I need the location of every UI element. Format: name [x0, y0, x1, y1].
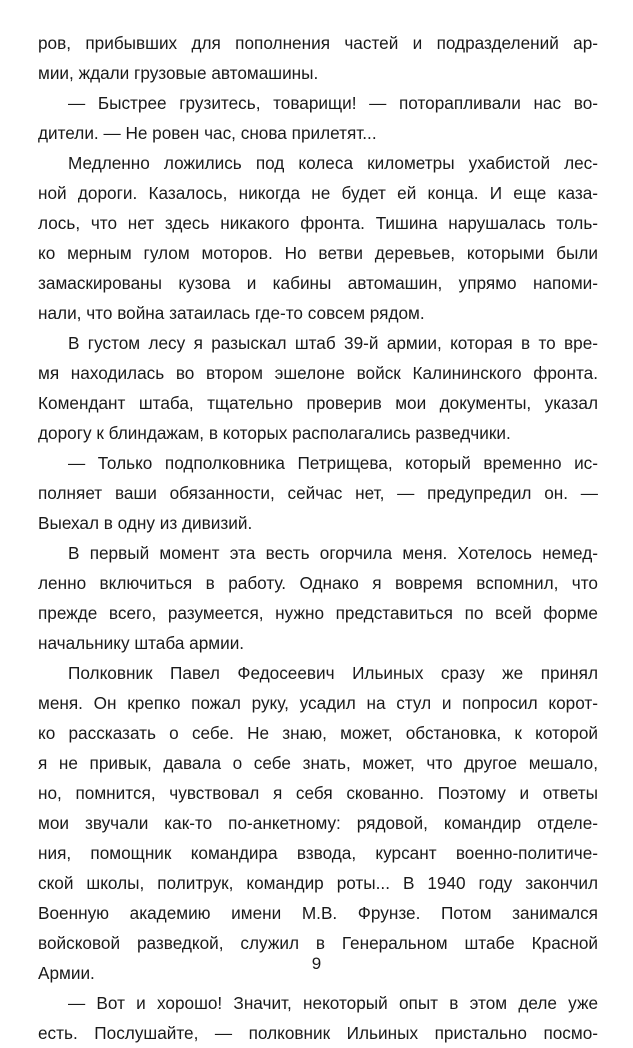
text-line: ко рассказать о себе. Не знаю, может, обстановка, к которой — [38, 723, 598, 743]
text-line: Выехал в одну из дивизий. — [38, 513, 253, 533]
text-line: меня. Он крепко пожал руку, усадил на стул и попросил корот- — [38, 693, 598, 713]
text-line: начальнику штаба армии. — [38, 633, 245, 653]
text-line: ленно включиться в работу. Однако я вовремя вспомнил, что — [38, 573, 598, 593]
text-line: ров, прибывших для пополнения частей и подразделений ар- — [38, 33, 598, 53]
text-line: но, помнится, чувствовал я себя скованно. Поэтому и ответы — [38, 783, 598, 803]
body-text — [38, 28, 598, 1048]
text-line: войсковой разведкой, служил в Генеральном штабе Красной — [38, 933, 598, 953]
text-line: замаскированы кузова и кабины автомашин, упрямо напоми- — [38, 273, 598, 293]
text-line: В густом лесу я разыскал штаб 39-й армии, которая в то вре- — [68, 333, 598, 353]
text-line: мои звучали как-то по-анкетному: рядовой, командир отделе- — [38, 813, 598, 833]
text-line: прежде всего, разумеется, нужно представиться по всей форме — [38, 603, 598, 623]
text-line: мии, ждали грузовые автомашины. — [38, 63, 319, 83]
text-line: Военную академию имени М.В. Фрунзе. Потом занимался — [38, 903, 598, 923]
text-line: Полковник Павел Федосеевич Ильиных сразу же принял — [68, 663, 598, 683]
text-line: Комендант штаба, тщательно проверив мои документы, указал — [38, 393, 598, 413]
text-line: лось, что нет здесь никакого фронта. Тишина нарушалась толь- — [38, 213, 598, 233]
text-line: дители. — Не ровен час, снова прилетят... — [38, 123, 377, 143]
text-line: есть. Послушайте, — полковник Ильиных пристально посмо- — [38, 1023, 598, 1043]
text-line: я не привык, давала о себе знать, может, что другое мешало, — [38, 753, 598, 773]
text-line: — Вот и хорошо! Значит, некоторый опыт в этом деле уже — [68, 993, 598, 1013]
text-line: — Быстрее грузитесь, товарищи! — поторапливали нас во- — [68, 93, 598, 113]
text-line: ко мерным гулом моторов. Но ветви деревьев, которыми были — [38, 243, 598, 263]
text-line: ной дороги. Казалось, никогда не будет ей конца. И еще каза- — [38, 183, 598, 203]
text-line: мя находилась во втором эшелоне войск Калининского фронта. — [38, 363, 598, 383]
text-line: ской школы, политрук, командир роты... В 1940 году закончил — [38, 873, 598, 893]
text-line: Медленно ложились под колеса километры ухабистой лес- — [68, 153, 598, 173]
text-line: В первый момент эта весть огорчила меня. Хотелось немед- — [68, 543, 598, 563]
page-number: 9 — [311, 954, 322, 973]
text-line: Армии. — [38, 963, 95, 983]
text-line: ния, помощник командира взвода, курсант военно-политиче- — [38, 843, 598, 863]
text-line: дорогу к блиндажам, в которых располагались разведчики. — [38, 423, 511, 443]
text-line: нали, что война затаилась где-то совсем рядом. — [38, 303, 425, 323]
text-line: — Только подполковника Петрищева, который временно ис- — [68, 453, 598, 473]
text-line: полняет ваши обязанности, сейчас нет, — предупредил он. — — [38, 483, 598, 503]
